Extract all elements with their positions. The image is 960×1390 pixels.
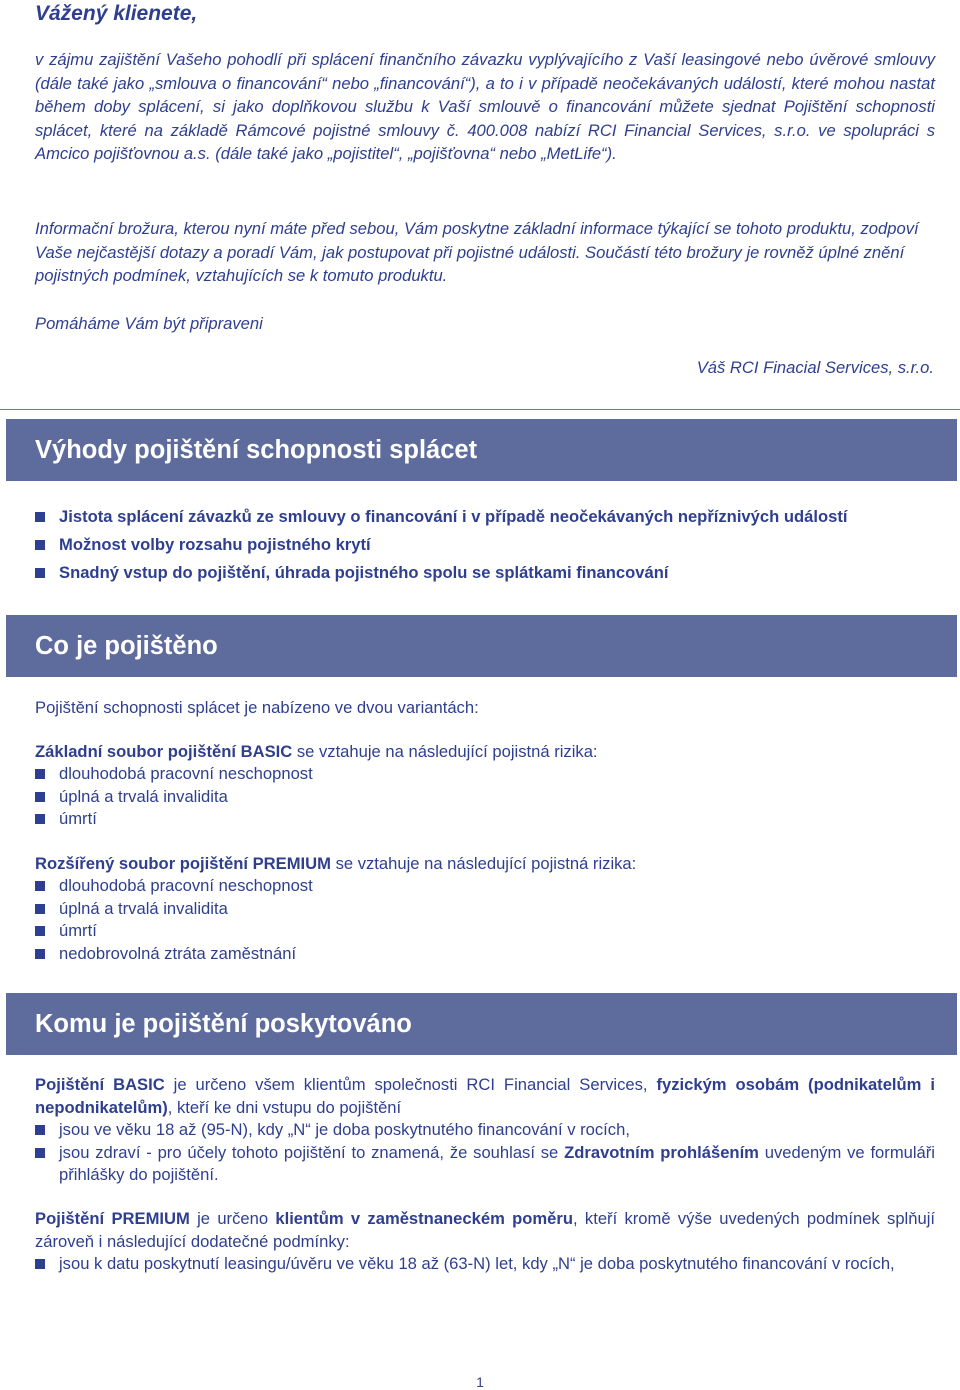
list-item: nedobrovolná ztráta zaměstnání [35,943,313,966]
prepared-line: Pomáháme Vám být připraveni [35,314,263,333]
basic-eligibility-list [35,1119,935,1187]
bullet-square-icon [35,1125,45,1135]
list-item: úplná a trvalá invalidita [35,786,313,809]
section-header-who: Komu je pojištění poskytováno [6,993,957,1055]
bullet-square-icon [35,814,45,824]
bullet-square-icon [35,568,45,578]
bullet-square-icon [35,904,45,914]
bullet-square-icon [35,1148,45,1158]
list-item: Snadný vstup do pojištění, úhrada pojistného spolu se splátkami financování [35,559,847,587]
basic-eligibility-paragraph: Pojištění BASIC je určeno všem klientům společnosti RCI Financial Services, fyzickým osobám (podnikatelům i nepodnikatelům), kteří ke dni vstupu do pojištění [35,1075,935,1117]
list-item: jsou ve věku 18 až (95-N), kdy „N“ je doba poskytnutého financování v rocích, [35,1119,935,1142]
section-header-benefits: Výhody pojištění schopnosti splácet [6,419,957,481]
premium-risks-list [35,875,313,965]
signature-line: Váš RCI Finacial Services, s.r.o. [696,358,934,377]
list-item: dlouhodobá pracovní neschopnost [35,875,313,898]
benefits-list [35,503,847,587]
bullet-square-icon [35,949,45,959]
bullet-square-icon [35,769,45,779]
variants-paragraph: Pojištění schopnosti splácet je nabízeno ve dvou variantách: [35,698,479,717]
bullet-square-icon [35,512,45,522]
bullet-square-icon [35,792,45,802]
list-item: dlouhodobá pracovní neschopnost [35,763,313,786]
premium-eligibility-paragraph: Pojištění PREMIUM je určeno klientům v zaměstnaneckém poměru, kteří kromě výše uvedených podmínek splňují zároveň i následující dodatečné podmínky: [35,1209,935,1251]
section-header-covered: Co je pojištěno [6,615,957,677]
list-item: jsou zdraví - pro účely tohoto pojištění to znamená, že souhlasí se Zdravotním prohlášením uvedeným ve formuláři přihlášky do pojištění. [35,1142,935,1187]
section-divider [0,409,960,410]
greeting-heading: Vážený klienete, [35,2,198,25]
bullet-square-icon [35,1259,45,1269]
intro-paragraph: v zájmu zajištění Vašeho pohodlí při splácení finančního závazku vyplývajícího z Vaší leasingové nebo úvěrové smlouvy (dále také jako „smlouva o financování“ nebo „financování“), a to i v případě neočekávaných událostí, které mohou nastat během doby splácení, si jako doplňkovou službu k Vaší smlouvě o financování můžete sjednat Pojištění schopnosti splácet, které na základě Rámcové pojistné smlouvy č. 400.008 nabízí RCI Financial Services, s.r.o. ve spolupráci s Amcico pojišťovnou a.s. (dále také jako „pojistitel“, „pojišťovna“ nebo „MetLife“). [35,50,935,163]
premium-heading: Rozšířený soubor pojištění PREMIUM se vztahuje na následující pojistná rizika: [35,854,637,873]
list-item: úmrtí [35,808,313,831]
info-paragraph: Informační brožura, kterou nyní máte před sebou, Vám poskytne základní informace týkající se tohoto produktu, zodpoví Vaše nejčastější dotazy a poradí Vám, jak postupovat při pojistné události. Součástí této brožury je rovněž úplné znění pojistných podmínek, vztahujících se k tomuto produktu. [35,219,919,285]
bullet-square-icon [35,926,45,936]
list-item: Jistota splácení závazků ze smlouvy o financování i v případě neočekávaných nepříznivých událostí [35,503,847,531]
list-item: úplná a trvalá invalidita [35,898,313,921]
bullet-square-icon [35,881,45,891]
list-item: jsou k datu poskytnutí leasingu/úvěru ve věku 18 až (63-N) let, kdy „N“ je doba poskytnutého financování v rocích, [35,1253,935,1276]
basic-heading: Základní soubor pojištění BASIC se vztahuje na následující pojistná rizika: [35,742,598,761]
basic-risks-list [35,763,313,831]
list-item: úmrtí [35,920,313,943]
page-number: 1 [476,1374,484,1390]
list-item: Možnost volby rozsahu pojistného krytí [35,531,847,559]
premium-eligibility-list [35,1253,935,1276]
bullet-square-icon [35,540,45,550]
